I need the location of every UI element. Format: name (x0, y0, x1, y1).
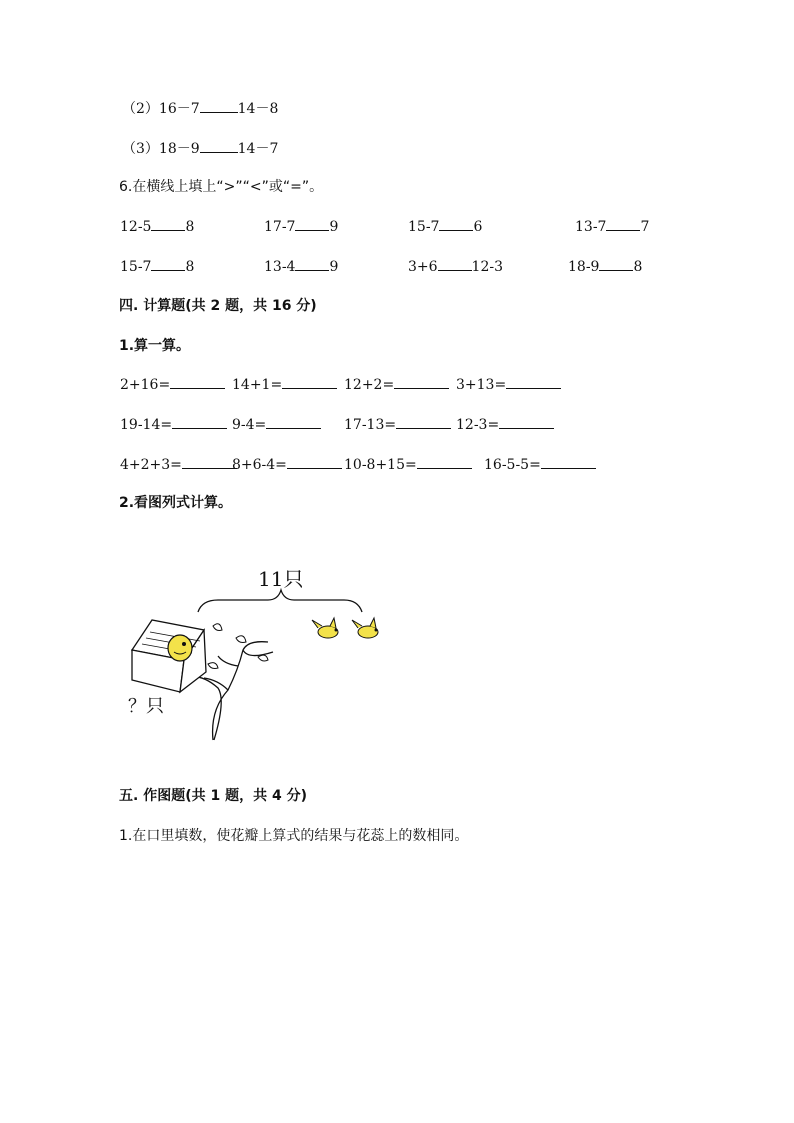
answer-blank[interactable] (295, 216, 329, 231)
q6-cell (264, 216, 338, 235)
calc-cell (232, 454, 342, 473)
q6-right: 8 (633, 259, 643, 275)
bird-icon (352, 618, 378, 638)
calc-cell (344, 414, 451, 433)
answer-blank[interactable] (499, 414, 554, 429)
bird-figure (118, 560, 398, 750)
answer-blank[interactable] (151, 216, 185, 231)
compare-right: 14－7 (237, 141, 279, 157)
calc-cell (344, 374, 449, 393)
calc-expression: 10-8+15= (344, 457, 417, 473)
q6-cell (120, 256, 194, 275)
q6-left: 12-5 (120, 219, 152, 235)
q6-left: 15-7 (408, 219, 440, 235)
q6-cell (575, 216, 649, 235)
compare-item-3 (122, 138, 278, 158)
q6-cell (408, 216, 482, 235)
figure-top-label: 11只 (258, 567, 304, 591)
leaf-icon (236, 636, 246, 643)
leaf-icon (208, 663, 218, 669)
q6-right: 9 (329, 219, 339, 235)
q6-right: 9 (329, 259, 339, 275)
answer-blank[interactable] (417, 454, 472, 469)
calc-expression: 2+16= (120, 377, 171, 393)
section-4-q1-title: 1.算一算。 (119, 338, 191, 354)
calc-cell (344, 454, 472, 473)
calc-expression: 12+2= (344, 377, 395, 393)
figure-bottom-label: ？只 (128, 696, 164, 717)
section-4-title: 四. 计算题(共 2 题，共 16 分) (119, 298, 317, 314)
q6-cell (120, 216, 194, 235)
leaf-icon (213, 624, 222, 631)
calc-cell (456, 414, 554, 433)
answer-blank[interactable] (541, 454, 596, 469)
branch-icon (204, 642, 273, 740)
compare-item-2 (122, 98, 278, 118)
calc-cell (484, 454, 596, 473)
calc-expression: 17-13= (344, 417, 397, 433)
calc-expression: 14+1= (232, 377, 283, 393)
q6-cell (408, 256, 503, 275)
compare-right: 14－8 (237, 101, 279, 117)
calc-cell (120, 374, 225, 393)
brace-icon (198, 590, 362, 612)
section-5-q1-title: 1.在口里填数，使花瓣上算式的结果与花蕊上的数相同。 (119, 828, 469, 844)
calc-cell (456, 374, 561, 393)
q6-left: 17-7 (264, 219, 296, 235)
section-4-q2-title: 2.看图列式计算。 (119, 495, 233, 511)
calc-expression: 16-5-5= (484, 457, 541, 473)
answer-blank[interactable] (282, 374, 337, 389)
answer-blank[interactable] (151, 256, 185, 271)
calc-cell (232, 374, 337, 393)
calc-cell (120, 414, 227, 433)
q6-right: 12-3 (471, 259, 503, 275)
answer-blank[interactable] (172, 414, 227, 429)
bird-illustration (118, 560, 398, 750)
q6-right: 8 (185, 259, 195, 275)
answer-blank[interactable] (438, 256, 472, 271)
answer-blank[interactable] (266, 414, 321, 429)
bird-icon (312, 618, 338, 638)
answer-blank[interactable] (394, 374, 449, 389)
answer-blank[interactable] (200, 98, 238, 113)
q6-cell (264, 256, 338, 275)
q6-left: 13-4 (264, 259, 296, 275)
answer-blank[interactable] (606, 216, 640, 231)
answer-blank[interactable] (182, 454, 237, 469)
compare-left: （2）16－7 (122, 101, 200, 117)
answer-blank[interactable] (506, 374, 561, 389)
q6-right: 6 (473, 219, 483, 235)
compare-left: （3）18－9 (122, 141, 200, 157)
calc-expression: 19-14= (120, 417, 173, 433)
answer-blank[interactable] (200, 138, 238, 153)
section-5-title: 五. 作图题(共 1 题，共 4 分) (119, 788, 307, 804)
answer-blank[interactable] (287, 454, 342, 469)
calc-expression: 3+13= (456, 377, 507, 393)
q6-left: 13-7 (575, 219, 607, 235)
birdhouse-icon (132, 620, 206, 692)
calc-cell (232, 414, 321, 433)
calc-expression: 4+2+3= (120, 457, 182, 473)
leaf-icon (258, 655, 268, 661)
q6-left: 3+6 (408, 259, 438, 275)
q6-title: 6.在横线上填上“>”“<”或“=”。 (119, 179, 324, 195)
calc-expression: 8+6-4= (232, 457, 287, 473)
q6-right: 7 (640, 219, 650, 235)
answer-blank[interactable] (170, 374, 225, 389)
calc-cell (120, 454, 237, 473)
q6-left: 15-7 (120, 259, 152, 275)
q6-left: 18-9 (568, 259, 600, 275)
calc-expression: 12-3= (456, 417, 500, 433)
q6-right: 8 (185, 219, 195, 235)
answer-blank[interactable] (439, 216, 473, 231)
answer-blank[interactable] (396, 414, 451, 429)
calc-expression: 9-4= (232, 417, 267, 433)
q6-cell (568, 256, 642, 275)
answer-blank[interactable] (599, 256, 633, 271)
answer-blank[interactable] (295, 256, 329, 271)
